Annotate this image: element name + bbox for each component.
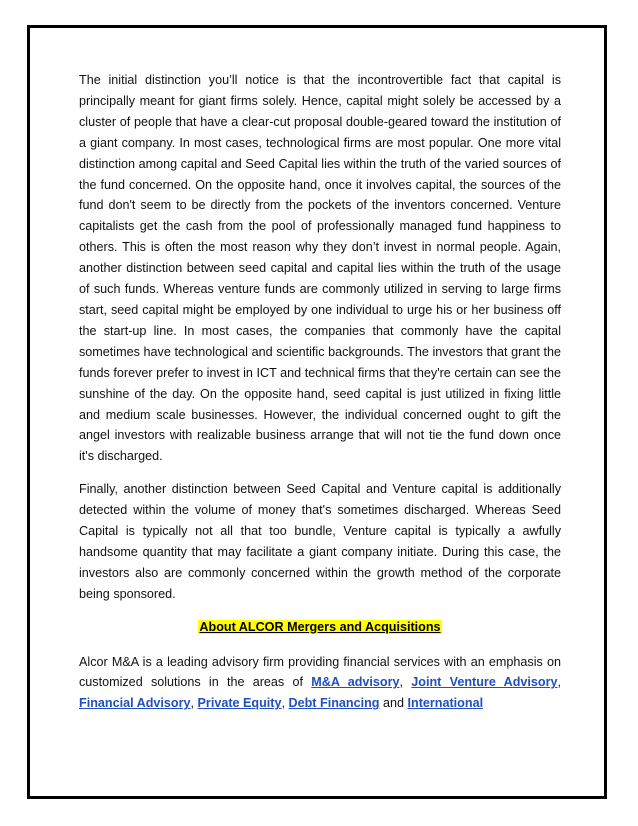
about-paragraph	[79, 652, 561, 715]
link-international[interactable]: International	[407, 696, 484, 711]
about-intro-text: Alcor M&A is a leading advisory firm providing financial services with an emphasis on customized solutions in the areas of	[79, 654, 561, 690]
paragraph-differences: The initial distinction you’ll notice is that the incontrovertible fact that capital is principally meant for giant firms solely. Hence, capital might solely be accessed by a cluster of people that have a clear-cut proposal double-geared toward the institution of a giant company. In most cases, technological firms are most popular. One more vital distinction among capital and Seed Capital lies within the truth of the varied sources of the fund concerned. On the opposite hand, once it involves capital, the sources of the fund don't seem to be directly from the pockets of the inventors concerned. Venture capitalists get the cash from the pool of professionally managed fund happiness to others. This is often the most reason why they don’t invest in normal people. Again, another distinction between seed capital and capital lies within the truth of the usage of such funds. Whereas venture funds are commonly utilized in serving to large firms start, seed capital might be employed by one individual to urge his or her business off the start-up line. In most cases, the companies that commonly have the capital sometimes have technological and scientific backgrounds. The investors that grant the funds forever prefer to invest in ICT and technical firms that they're certain can see the sunshine of the day. On the opposite hand, seed capital is just utilized in fixing little and medium scale businesses. However, the individual concerned ought to gift the angel investors with realizable business arrange that will not tie the fund down once it's discharged.	[79, 73, 561, 464]
separator: ,	[190, 696, 198, 711]
separator: ,	[557, 675, 562, 690]
separator: ,	[399, 675, 412, 690]
link-private-equity[interactable]: Private Equity	[197, 696, 282, 711]
document-body	[79, 70, 561, 726]
about-heading	[79, 617, 561, 638]
separator: and	[379, 696, 408, 711]
about-heading-text: About ALCOR Mergers and Acquisitions	[199, 619, 441, 634]
paragraph-finally: Finally, another distinction between Seed Capital and Venture capital is additionally detected within the volume of money that's sometimes discharged. Whereas Seed Capital is typically not all that too bundle, Venture capital is typically a awfully handsome quantity that may facilitate a giant company initiate. During this case, the investors also are commonly concerned within the growth method of the corporate being sponsored.	[79, 482, 561, 601]
separator: ,	[281, 696, 289, 711]
link-debt-financing[interactable]: Debt Financing	[288, 696, 380, 711]
link-joint-venture-advisory[interactable]: Joint Venture Advisory	[411, 675, 558, 690]
link-ma-advisory[interactable]: M&A advisory	[311, 675, 400, 690]
link-financial-advisory[interactable]: Financial Advisory	[79, 696, 191, 711]
